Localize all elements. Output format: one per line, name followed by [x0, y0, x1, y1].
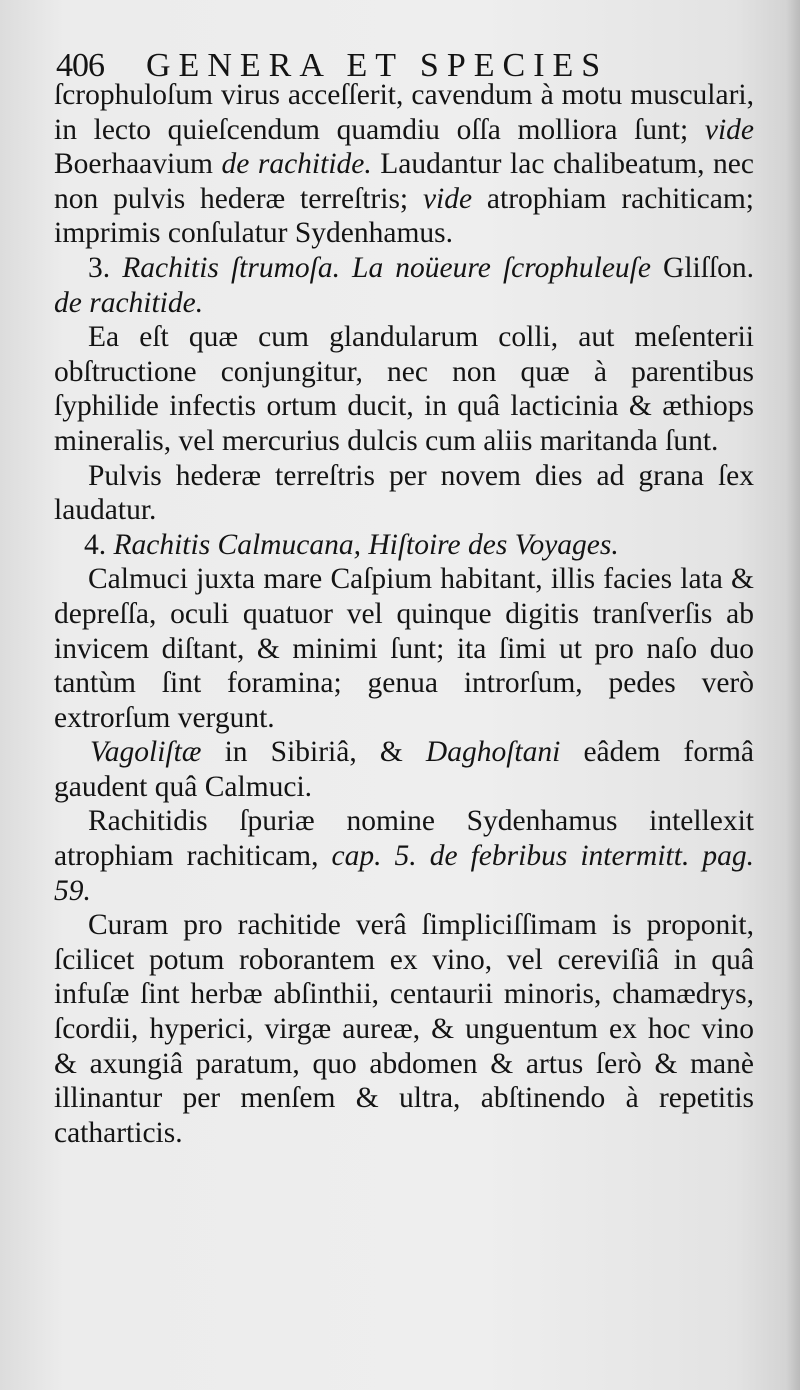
paragraph-calmuci: Calmuci juxta mare Caſpium habitant, illis facies lata & depreſſa, oculi quatuor vel quinque digitis tranſverſis ab invicem diſtant, & minimi ſunt; ita ſimi ut pro naſo duo tantùm ſint foramina; genua introrſum, pedes verò extrorſum vergunt.: [54, 563, 754, 734]
paragraph-vagolistae: Vagoliſtæ in Sibiriâ, & Daghoſtani eâdem formâ gaudent quâ Calmuci.: [54, 736, 754, 803]
body-text: [54, 78, 754, 1150]
paragraph-description: Ea eſt quæ cum glandularum colli, aut meſenterii obſtructione conjungitur, nec non quæ à parentibus ſyphilide infectis ortum ducit, in quâ lacticinia & æthiops mineralis, vel mercurius dulcis cum aliis maritanda ſunt.: [54, 321, 754, 457]
paragraph-continuation: ſcrophuloſum virus acceſſerit, cavendum à motu musculari, in lecto quieſcendum quamdiu oſſa molliora ſunt; vide Boerhaavium de rachitide. Laudantur lac chalibeatum, nec non pulvis hederæ terreſtris; vide atrophiam rachiticam; imprimis conſulatur Sydenhamus.: [54, 79, 755, 250]
species-heading-4: 4. Rachitis Calmucana, Hiſtoire des Voyages.: [84, 528, 619, 561]
running-title: GENERA ET SPECIES: [146, 47, 609, 84]
paragraph-spuria: Rachitidis ſpuriæ nomine Sydenhamus intellexit atrophiam rachiticam, cap. 5. de febribus intermitt. pag. 59.: [54, 805, 754, 907]
page-edge-shadow: [786, 0, 800, 1390]
species-heading-3: 3. Rachitis ſtrumoſa. La noüeure ſcrophuleuſe Gliſſon. de rachitide.: [54, 251, 755, 319]
page-number: 406: [56, 47, 104, 84]
paragraph-remedy: Pulvis hederæ terreſtris per novem dies ad grana ſex laudatur.: [54, 459, 754, 527]
paragraph-cura: Curam pro rachitide verâ ſimpliciſſimam is proponit, ſcilicet potum roborantem ex vino, vel cereviſiâ in quâ infuſæ ſint herbæ abſinthii, centaurii minoris, chamædrys, ſcordii, hyperici, virgæ aureæ, & unguentum ex hoc vino & axungiâ paratum, quo abdomen & artus ſerò & manè illinantur per menſem & ultra, abſtinendo à repetitis catharticis.: [54, 909, 754, 1149]
